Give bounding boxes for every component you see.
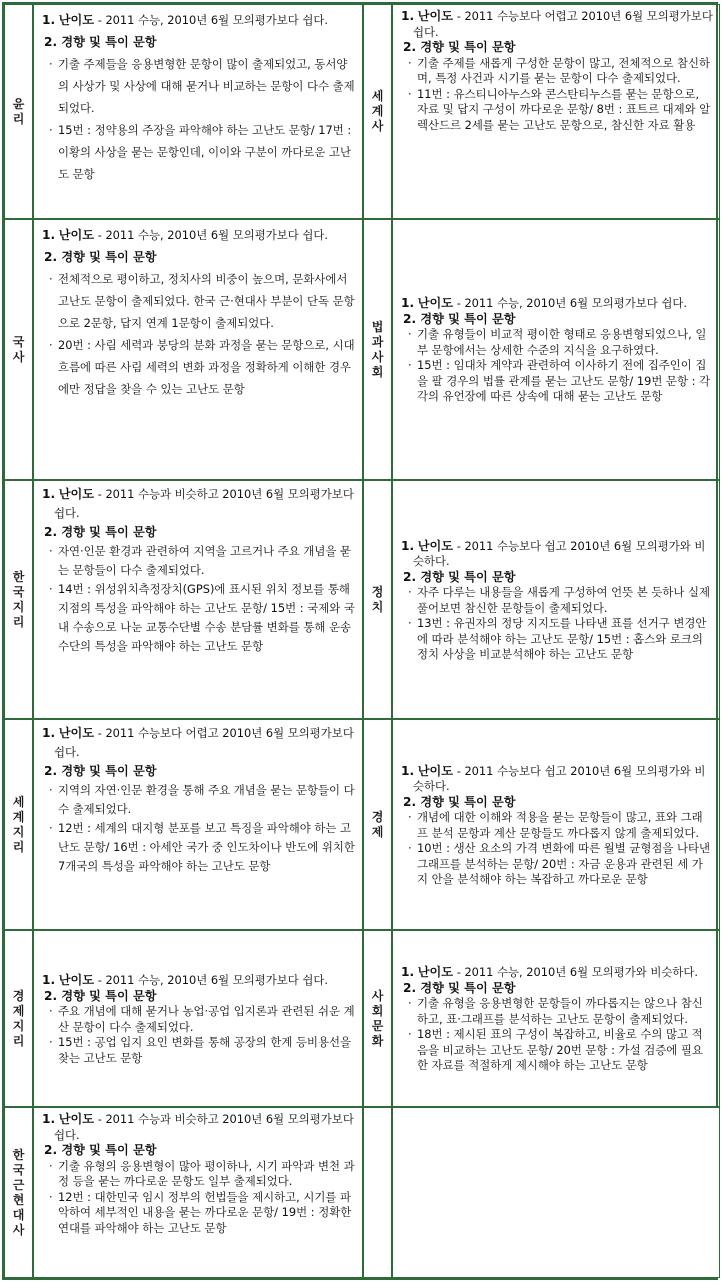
trend-bullet: · 개념에 대한 이해와 적용을 묻는 문항들이 많고, 표와 그래프 분석 문항과 계산 문항들도 까다롭지 않게 출제되었다. <box>407 810 713 841</box>
difficulty-text: 2011 수능보다 쉽고 2010년 6월 모의평가와 비슷하다. <box>413 763 706 793</box>
trend-number: 2. <box>403 311 417 326</box>
difficulty-separator: - <box>94 1112 106 1126</box>
difficulty-line <box>401 965 713 981</box>
analysis-body <box>401 764 713 888</box>
subject-name: 사 회 문 화 <box>371 988 384 1048</box>
trend-title: 경향 및 특이 문항 <box>61 764 157 778</box>
difficulty-separator: - <box>453 296 465 311</box>
subject-label <box>4 719 33 930</box>
trend-bullet: · 20번 : 사림 세력과 붕당의 분화 과정을 묻는 문항으로, 시대 흐름에 따른 사림 세력의 변화 과정을 정확하게 이해한 경우에만 정답을 찾을 수 있는 고난도 문항 <box>48 334 356 400</box>
trend-bullet: · 자주 다루는 내용들을 새롭게 구성하여 언뜻 본 듯하나 실제 풀어보면 참신한 문항들이 출제되었다. <box>407 585 713 616</box>
trend-number: 2. <box>44 988 58 1003</box>
difficulty-text: 2011 수능보다 어렵고 2010년 6월 모의평가보다 쉽다. <box>54 726 354 759</box>
difficulty-line <box>42 1112 356 1143</box>
trend-heading <box>44 246 356 268</box>
subject-label <box>4 1107 33 1278</box>
difficulty-number: 1. <box>401 296 415 311</box>
subject-label <box>363 480 392 719</box>
trend-bullet: · 12번 : 대한민국 임시 정부의 헌법들을 제시하고, 시기를 파악하여 세부적인 내용을 묻는 까다로운 문항/ 19번 : 정확한 연대를 파악해야 하는 고난도 문항 <box>48 1190 356 1237</box>
subject-analysis <box>392 4 720 219</box>
difficulty-text: 2011 수능, 2010년 6월 모의평가보다 쉽다. <box>105 228 329 242</box>
subject-name: 세 계 지 리 <box>12 794 25 854</box>
trend-number: 2. <box>44 250 58 264</box>
trend-heading <box>44 989 356 1005</box>
trend-number: 2. <box>403 569 417 584</box>
subject-analysis <box>33 930 363 1107</box>
subject-name: 정 치 <box>371 584 384 614</box>
exam-analysis-table <box>2 2 718 1280</box>
trend-heading <box>44 1143 356 1159</box>
trend-bullet: · 15번 : 정약용의 주장을 파악해야 하는 고난도 문항/ 17번 : 이황의 사상을 묻는 문항인데, 이이와 구분이 까다로운 고난도 문항 <box>48 119 356 185</box>
trend-title: 경향 및 특이 문항 <box>420 311 516 326</box>
analysis-body <box>42 485 356 656</box>
analysis-body <box>42 9 356 185</box>
difficulty-heading: 난이도 <box>58 13 95 27</box>
subject-analysis <box>33 4 363 219</box>
trend-number: 2. <box>44 525 58 539</box>
subject-name: 경 제 지 리 <box>12 988 25 1048</box>
difficulty-separator: - <box>94 487 106 501</box>
difficulty-number: 1. <box>42 1112 56 1126</box>
trend-heading <box>403 981 713 997</box>
subject-analysis <box>33 219 363 480</box>
trend-bullet: · 15번 : 공업 입지 요인 변화를 통해 공장의 한계 등비용선을 찾는 고난도 문항 <box>48 1035 356 1066</box>
difficulty-text: 2011 수능, 2010년 6월 모의평가보다 쉽다. <box>105 13 329 27</box>
subject-name: 한 국 근 현 대 사 <box>12 1147 25 1237</box>
difficulty-separator: - <box>453 763 465 778</box>
subject-analysis <box>392 719 720 930</box>
trend-bullet: · 12번 : 세계의 대지형 분포를 보고 특징을 파악해야 하는 고난도 문항/ 16번 : 아세안 국가 중 인도차이나 반도에 위치한 7개국의 특성을 파악해야 하는 고난도 문항 <box>48 819 356 876</box>
subject-analysis <box>392 480 720 719</box>
trend-bullet: · 기출 유형을 응용변형한 문항들이 까다롭지는 않으나 참신하고, 표·그래프를 분석하는 고난도 문항이 출제되었다. <box>407 996 713 1027</box>
difficulty-heading: 난이도 <box>58 487 95 501</box>
difficulty-number: 1. <box>401 965 415 980</box>
difficulty-text: 2011 수능, 2010년 6월 모의평가보다 쉽다. <box>464 296 688 311</box>
difficulty-heading: 난이도 <box>58 726 95 740</box>
difficulty-number: 1. <box>42 228 56 242</box>
difficulty-separator: - <box>94 228 106 242</box>
trend-number: 2. <box>403 40 417 54</box>
difficulty-line <box>42 973 356 989</box>
difficulty-separator: - <box>453 538 465 553</box>
subject-label <box>4 930 33 1107</box>
trend-title: 경향 및 특이 문항 <box>61 525 157 539</box>
subject-analysis <box>33 719 363 930</box>
trend-bullet: · 15번 : 임대차 계약과 관련하여 이사하기 전에 집주인이 집을 팔 경우의 법률 관계를 묻는 고난도 문항/ 19번 문항 : 각각의 유언장에 따른 상속에 대해 묻는 고난도 문항 <box>407 358 713 405</box>
difficulty-line <box>42 224 356 246</box>
empty-cell <box>363 1107 392 1278</box>
difficulty-number: 1. <box>401 9 415 23</box>
trend-bullet: · 10번 : 생산 요소의 가격 변화에 따른 월별 균형점을 나타낸 그래프를 분석하는 문항/ 20번 : 자금 운용과 관련된 세 가지 안을 분석해야 하는 복잡하고 까다로운 문항 <box>407 841 713 888</box>
trend-bullet: · 기출 유형의 응용변형이 많아 평이하나, 시기 파악과 변천 과정 등을 묻는 까다로운 문항도 일부 출제되었다. <box>48 1159 356 1190</box>
subject-label <box>363 4 392 219</box>
trend-title: 경향 및 특이 문항 <box>420 980 516 995</box>
difficulty-line <box>401 296 713 312</box>
trend-title: 경향 및 특이 문항 <box>61 250 157 264</box>
subject-label <box>363 219 392 480</box>
trend-heading <box>44 523 356 542</box>
trend-heading <box>403 570 713 586</box>
subject-label <box>4 219 33 480</box>
difficulty-heading: 난이도 <box>58 973 95 987</box>
trend-bullet: · 기출 주제를 새롭게 구성한 문항이 많고, 전체적으로 참신하며, 특정 사건과 시기를 묻는 문항이 다수 출제되었다. <box>407 56 713 87</box>
trend-title: 경향 및 특이 문항 <box>61 988 157 1003</box>
trend-heading <box>403 40 713 56</box>
analysis-body <box>401 965 713 1074</box>
difficulty-heading: 난이도 <box>417 9 454 23</box>
trend-title: 경향 및 특이 문항 <box>420 569 516 584</box>
trend-bullet: · 11번 : 유스티니아누스와 콘스탄티누스를 묻는 문항으로, 자료 및 답지 구성이 까다로운 문항/ 8번 : 표트르 대제와 알렉산드르 2세를 묻는 고난도 문항으로, 참신한 자료 활용 <box>407 87 713 134</box>
trend-title: 경향 및 특이 문항 <box>61 35 157 49</box>
subject-name: 국 사 <box>12 334 25 364</box>
difficulty-line <box>42 9 356 31</box>
subject-analysis <box>33 1107 363 1278</box>
trend-title: 경향 및 특이 문항 <box>61 1143 157 1157</box>
trend-bullet: · 전체적으로 평이하고, 정치사의 비중이 높으며, 문화사에서 고난도 문항이 출제되었다. 한국 근·현대사 부분이 단독 문항으로 2문항, 답지 연계 1문항이 출제되었다. <box>48 268 356 334</box>
difficulty-separator: - <box>453 9 465 23</box>
trend-heading <box>44 762 356 781</box>
trend-heading <box>403 795 713 811</box>
difficulty-separator: - <box>94 726 106 740</box>
empty-cell <box>392 1107 720 1278</box>
analysis-body <box>42 1112 356 1236</box>
subject-analysis <box>392 930 720 1107</box>
difficulty-heading: 난이도 <box>417 965 454 980</box>
trend-heading <box>403 312 713 328</box>
difficulty-number: 1. <box>42 487 56 501</box>
analysis-body <box>42 224 356 400</box>
difficulty-heading: 난이도 <box>417 763 454 778</box>
difficulty-heading: 난이도 <box>58 1112 95 1126</box>
subject-label <box>363 930 392 1107</box>
trend-heading <box>44 31 356 53</box>
trend-bullet: · 지역의 자연·인문 환경을 통해 주요 개념을 묻는 문항들이 다수 출제되었다. <box>48 781 356 819</box>
trend-bullet: · 자연·인문 환경과 관련하여 지역을 고르거나 주요 개념을 묻는 문항들이 다수 출제되었다. <box>48 542 356 580</box>
difficulty-line <box>401 764 713 795</box>
subject-label <box>363 719 392 930</box>
difficulty-line <box>401 9 713 40</box>
trend-title: 경향 및 특이 문항 <box>420 40 516 54</box>
subject-name: 세 계 사 <box>371 89 384 133</box>
analysis-body <box>401 539 713 663</box>
subject-name: 한 국 지 리 <box>12 569 25 629</box>
difficulty-number: 1. <box>401 538 415 553</box>
difficulty-number: 1. <box>401 763 415 778</box>
subject-name: 윤 리 <box>12 96 25 126</box>
difficulty-line <box>42 724 356 762</box>
difficulty-heading: 난이도 <box>417 296 454 311</box>
trend-bullet: · 13번 : 유권자의 정당 지지도를 나타낸 표를 선거구 변경안에 따라 분석해야 하는 고난도 문항/ 15번 : 홉스와 로크의 정치 사상을 비교분석해야 하는 고난도 문항 <box>407 616 713 663</box>
analysis-body <box>42 973 356 1066</box>
trend-number: 2. <box>403 794 417 809</box>
analysis-body <box>401 296 713 405</box>
difficulty-line <box>401 539 713 570</box>
trend-bullet: · 14번 : 위성위치측정장치(GPS)에 표시된 위치 정보를 통해 지점의 특성을 파악해야 하는 고난도 문항/ 15번 : 국제와 국내 수송으로 나눈 교통수단별 수송 분담률 변화를 통해 운송 수단의 특성을 파악해야 하는 고난도 문항 <box>48 580 356 656</box>
trend-number: 2. <box>44 35 58 49</box>
analysis-body <box>42 724 356 876</box>
trend-bullet: · 기출 유형들이 비교적 평이한 형태로 응용변형되었으나, 일부 문항에서는 상세한 수준의 지식을 요구하였다. <box>407 327 713 358</box>
difficulty-text: 2011 수능보다 어렵고 2010년 6월 모의평가보다 쉽다. <box>413 9 713 39</box>
difficulty-heading: 난이도 <box>417 538 454 553</box>
difficulty-text: 2011 수능, 2010년 6월 모의평가와 비슷하다. <box>464 965 699 980</box>
difficulty-text: 2011 수능과 비슷하고 2010년 6월 모의평가보다 쉽다. <box>54 1112 354 1142</box>
analysis-body <box>401 9 713 133</box>
difficulty-line <box>42 485 356 523</box>
subject-label <box>4 480 33 719</box>
trend-title: 경향 및 특이 문항 <box>420 794 516 809</box>
difficulty-number: 1. <box>42 973 56 987</box>
trend-number: 2. <box>403 980 417 995</box>
subject-name: 법 과 사 회 <box>371 319 384 379</box>
difficulty-heading: 난이도 <box>58 228 95 242</box>
trend-number: 2. <box>44 1143 58 1157</box>
difficulty-text: 2011 수능과 비슷하고 2010년 6월 모의평가보다 쉽다. <box>54 487 354 520</box>
difficulty-text: 2011 수능, 2010년 6월 모의평가보다 쉽다. <box>105 973 329 987</box>
trend-bullet: · 18번 : 제시된 표의 구성이 복잡하고, 비율로 수의 많고 적음을 비교하는 고난도 문항/ 20번 문항 : 가설 검증에 필요한 자료를 적절하게 제시해야 하는 고난도 문항 <box>407 1027 713 1074</box>
difficulty-separator: - <box>94 973 106 987</box>
difficulty-separator: - <box>94 13 106 27</box>
trend-bullet: · 기출 주제들을 응용변형한 문항이 많이 출제되었고, 동서양의 사상가 및 사상에 대해 묻거나 비교하는 문항이 다수 출제되었다. <box>48 53 356 119</box>
subject-analysis <box>392 219 720 480</box>
difficulty-number: 1. <box>42 13 56 27</box>
subject-name: 경 제 <box>371 809 384 839</box>
trend-number: 2. <box>44 764 58 778</box>
subject-analysis <box>33 480 363 719</box>
difficulty-text: 2011 수능보다 쉽고 2010년 6월 모의평가와 비슷하다. <box>413 538 706 568</box>
difficulty-separator: - <box>453 965 465 980</box>
trend-bullet: · 주요 개념에 대해 묻거나 농업·공업 입지론과 관련된 쉬운 계산 문항이 다수 출제되었다. <box>48 1004 356 1035</box>
subject-label <box>4 4 33 219</box>
difficulty-number: 1. <box>42 726 56 740</box>
